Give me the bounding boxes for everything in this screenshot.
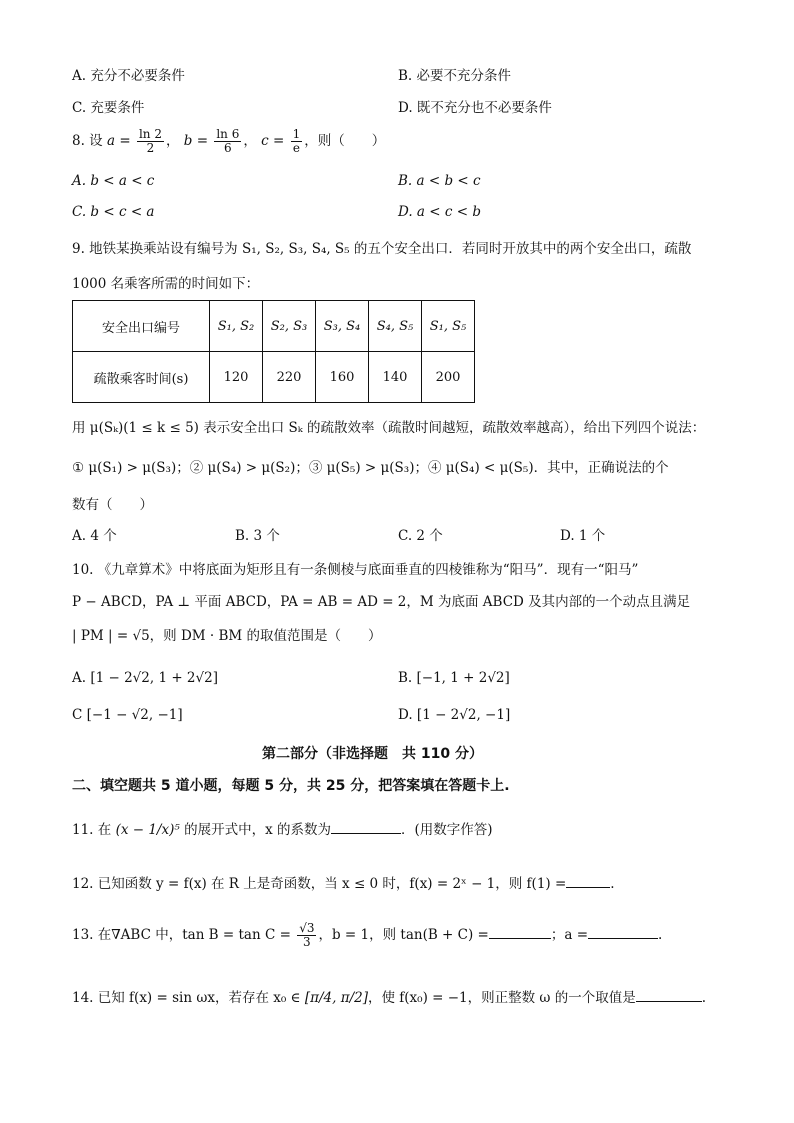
q8-b-fraction: $\frac{\ln 6}{6}$ xyxy=(216,127,240,156)
q14-prefix: 14. 已知 f(x) = sin ωx，若存在 x₀ ∈ xyxy=(72,990,301,1006)
q8-suffix: ，则（ ） xyxy=(304,133,386,150)
q9-line1: 9. 地铁某换乘站设有编号为 S₁, S₂, S₃, S₄, S₅ 的五个安全出口．若同时开放其中的两个安全出口，疏散 xyxy=(72,241,692,257)
q11-suffix: 的展开式中，x 的系数为 xyxy=(184,822,331,838)
q8-stem: 8. 设 a = $\frac{\ln 2}{2}$ ， b = $\frac{\ln 6}{6}$ ， c = $\frac{1}{e}$ ，则（ ） xyxy=(72,127,386,156)
table-col-4: S₄, S₅ xyxy=(369,301,422,352)
q11-expression: (x − 1/x)⁵ xyxy=(115,822,180,838)
q9-option-a: A. 4 个 xyxy=(72,528,117,544)
q8-a-fraction: $\frac{\ln 2}{2}$ xyxy=(138,127,162,156)
q10-option-a: A. [1 − 2√2, 1 + 2√2] xyxy=(72,670,218,686)
q9-option-c: C. 2 个 xyxy=(398,528,443,544)
q13-prefix: 13. 在∇ABC 中，tan B = tan C = xyxy=(72,927,291,944)
q7-option-b: B. 必要不充分条件 xyxy=(398,68,512,84)
table-value-5: 200 xyxy=(422,352,475,403)
q9-option-b: B. 3 个 xyxy=(235,528,280,544)
q7-option-c: C. 充要条件 xyxy=(72,100,145,116)
q9-line3: 用 μ(Sₖ)(1 ≤ k ≤ 5) 表示安全出口 Sₖ 的疏散效率（疏散时间越短，疏散效率越高），给出下列四个说法： xyxy=(72,420,706,436)
q10-line2: P − ABCD，PA ⊥ 平面 ABCD，PA = AB = AD = 2，M 为底面 ABCD 及其内部的一个动点且满足 xyxy=(72,594,691,610)
table-header-exit: 安全出口编号 xyxy=(73,301,210,352)
q13-mid2: ；a = xyxy=(550,927,589,944)
q9-line4: ① μ(S₁) > μ(S₃)；② μ(S₄) > μ(S₂)；③ μ(S₅) > μ(S₃)；④ μ(S₄) < μ(S₅)．其中，正确说法的个 xyxy=(72,460,669,476)
q14-interval: [π/4, π/2] xyxy=(304,990,368,1006)
q9-line2: 1000 名乘客所需的时间如下： xyxy=(72,276,260,292)
part2-title: 第二部分（非选择题 共 110 分） xyxy=(262,746,483,762)
table-value-4: 140 xyxy=(369,352,422,403)
q14-mid: ，使 f(x₀) = −1，则正整数 ω 的一个取值是 xyxy=(367,990,636,1006)
table-col-5: S₁, S₅ xyxy=(422,301,475,352)
q14-stem xyxy=(72,990,706,1006)
q10-option-b: B. [−1, 1 + 2√2] xyxy=(398,670,510,686)
table-header-time: 疏散乘客时间(s) xyxy=(73,352,210,403)
q7-option-a: A. 充分不必要条件 xyxy=(72,68,185,84)
q14-tail: . xyxy=(701,990,707,1006)
q8-option-a: A. b < a < c xyxy=(72,173,155,189)
q9-table xyxy=(72,300,475,403)
q10-line1: 10. 《九章算术》中将底面为矩形且有一条侧棱与底面垂直的四棱锥称为“阳马”．现有一“阳马” xyxy=(72,562,639,578)
q11-tail: ．(用数字作答) xyxy=(400,822,493,838)
table-value-1: 120 xyxy=(210,352,263,403)
table-col-3: S₃, S₄ xyxy=(316,301,369,352)
fill-in-section-heading: 二、填空题共 5 道小题，每题 5 分，共 25 分，把答案填在答题卡上. xyxy=(72,778,510,794)
q8-option-b: B. a < b < c xyxy=(398,173,481,189)
q13-answer-blank-2[interactable] xyxy=(588,938,658,939)
q9-option-d: D. 1 个 xyxy=(560,528,606,544)
q12-stem xyxy=(72,876,615,892)
q8-option-c: C. b < c < a xyxy=(72,204,155,220)
q13-mid: ，b = 1，则 tan(B + C) = xyxy=(318,927,489,944)
q8-prefix: 8. 设 xyxy=(72,133,103,150)
q8-c-fraction: $\frac{1}{e}$ xyxy=(292,127,301,156)
table-row xyxy=(73,352,475,403)
q11-stem xyxy=(72,822,493,838)
q12-text: 12. 已知函数 y = f(x) 在 R 上是奇函数，当 x ≤ 0 时，f(x) = 2ˣ − 1，则 f(1) = xyxy=(72,876,567,892)
q8-option-d: D. a < c < b xyxy=(398,204,481,220)
q9-line5: 数有（ ） xyxy=(72,497,153,513)
q13-stem xyxy=(72,922,662,949)
q7-option-d: D. 既不充分也不必要条件 xyxy=(398,100,552,116)
table-col-2: S₂, S₃ xyxy=(263,301,316,352)
table-col-1: S₁, S₂ xyxy=(210,301,263,352)
q12-tail: . xyxy=(610,876,615,892)
table-value-3: 160 xyxy=(316,352,369,403)
table-value-2: 220 xyxy=(263,352,316,403)
q10-line3: | PM | = √5，则 DM · BM 的取值范围是（ ） xyxy=(72,628,382,644)
q12-answer-blank[interactable] xyxy=(566,887,610,888)
q11-prefix: 11. 在 xyxy=(72,822,112,838)
q10-option-d: D. [1 − 2√2, −1] xyxy=(398,707,511,723)
q13-answer-blank-1[interactable] xyxy=(489,938,551,939)
q14-answer-blank[interactable] xyxy=(636,1001,702,1002)
q13-tail: . xyxy=(658,927,663,944)
q11-answer-blank[interactable] xyxy=(331,833,401,834)
q10-option-c: C [−1 − √2, −1] xyxy=(72,707,183,723)
q13-fraction: $\frac{√3}{3}$ xyxy=(299,921,315,950)
table-row xyxy=(73,301,475,352)
